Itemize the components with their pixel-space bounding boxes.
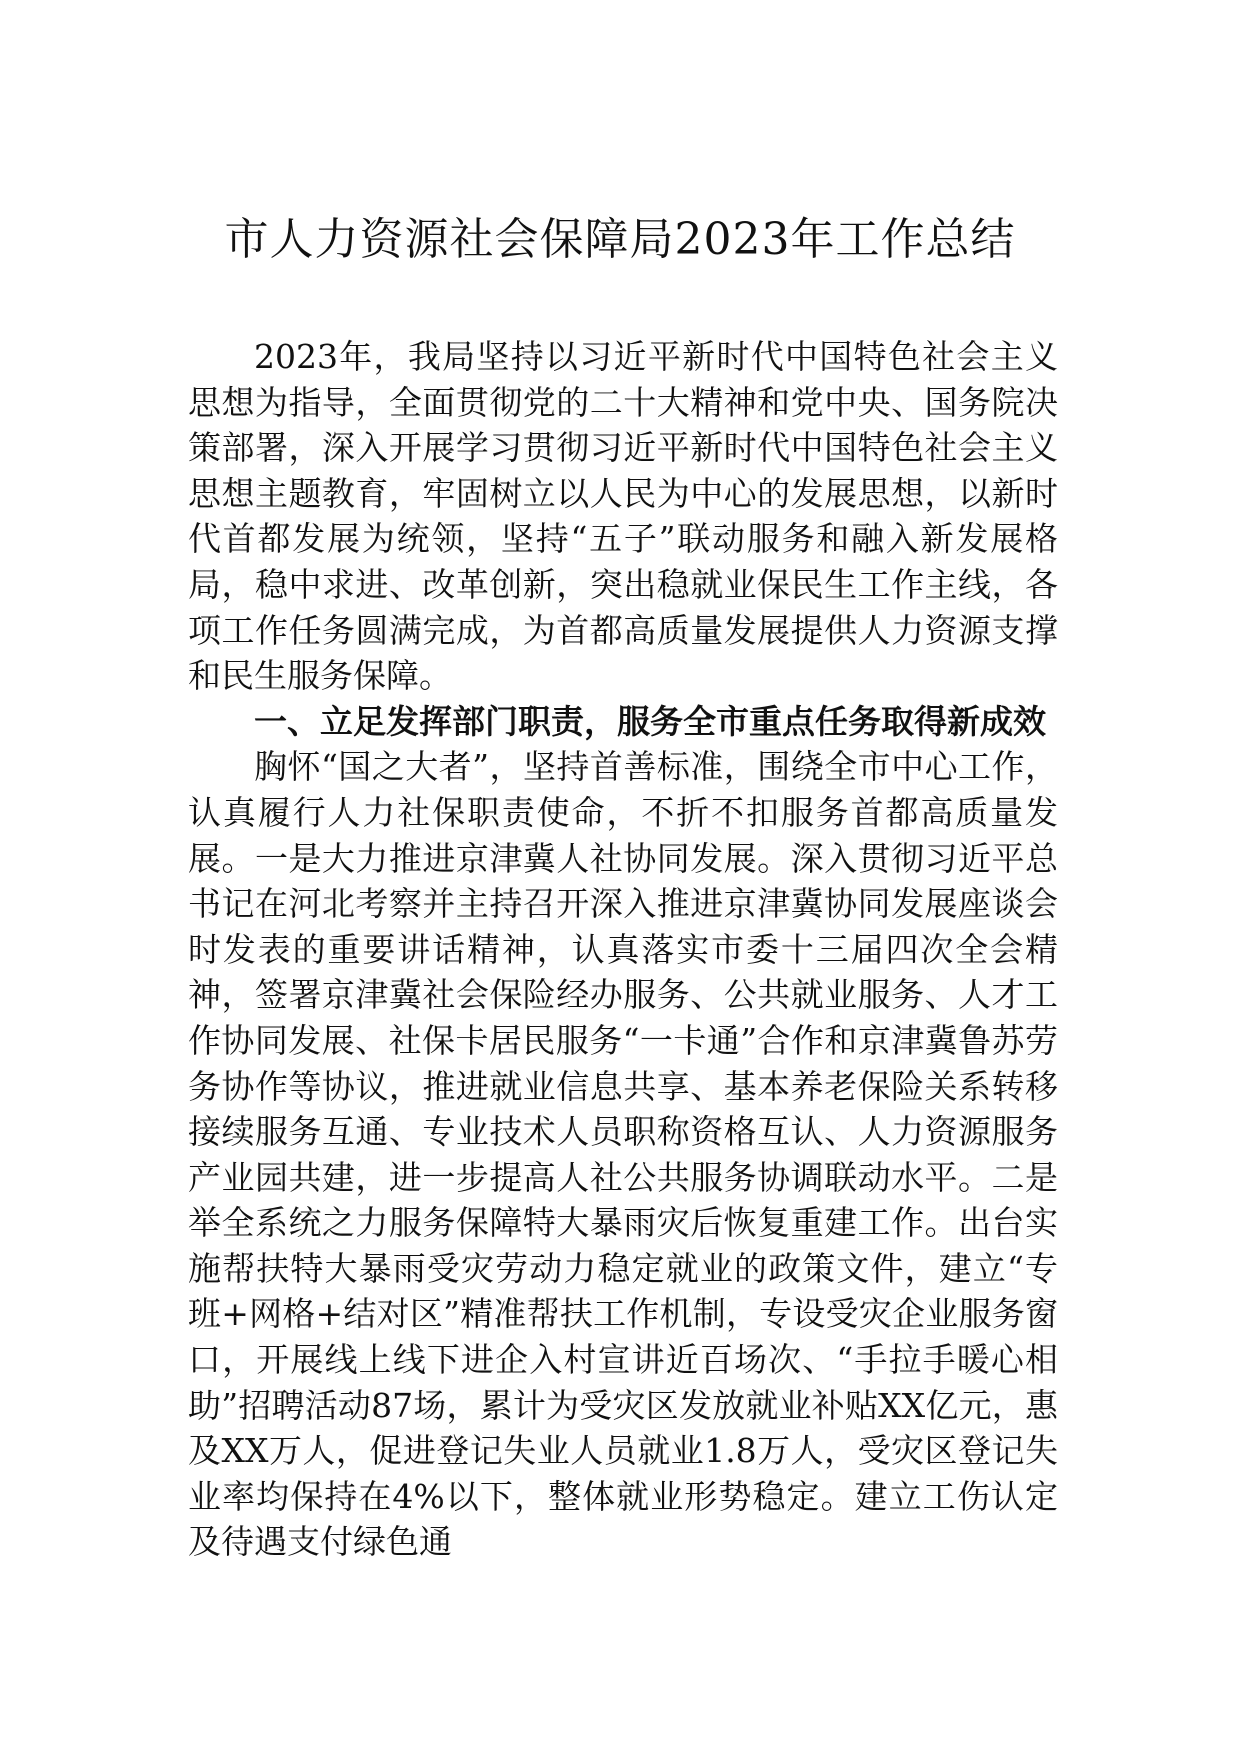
intro-paragraph: 2023年，我局坚持以习近平新时代中国特色社会主义思想为指导，全面贯彻党的二十大精神和党中央、国务院决策部署，深入开展学习贯彻习近平新时代中国特色社会主义思想主题教育，牢固树立以人民为中心的发展思想，以新时代首都发展为统领，坚持“五子”联动服务和融入新发展格局，稳中求进、改革创新，突出稳就业保民生工作主线，各项工作任务圆满完成，为首都高质量发展提供人力资源支撑和民生服务保障。	[188, 337, 1058, 696]
document-title: 市人力资源社会保障局2023年工作总结	[224, 214, 1016, 265]
section-paragraph: 胸怀“国之大者”，坚持首善标准，围绕全市中心工作，认真履行人力社保职责使命，不折不扣服务首都高质量发展。一是大力推进京津冀人社协同发展。深入贯彻习近平总书记在河北考察并主持召开深入推进京津冀协同发展座谈会时发表的重要讲话精神，认真落实市委十三届四次全会精神，签署京津冀社会保险经办服务、公共就业服务、人才工作协同发展、社保卡居民服务“一卡通”合作和京津冀鲁苏劳务协作等协议，推进就业信息共享、基本养老保险关系转移接续服务互通、专业技术人员职称资格互认、人力资源服务产业园共建，进一步提高人社公共服务协调联动水平。二是举全系统之力服务保障特大暴雨灾后恢复重建工作。出台实施帮扶特大暴雨受灾劳动力稳定就业的政策文件，建立“专班+网格+结对区”精准帮扶工作机制，专设受灾企业服务窗口，开展线上线下进企入村宣讲近百场次、“手拉手暖心相助”招聘活动87场，累计为受灾区发放就业补贴XX亿元，惠及XX万人，促进登记失业人员就业1.8万人，受灾区登记失业率均保持在4%以下，整体就业形势稳定。建立工伤认定及待遇支付绿色通	[188, 747, 1058, 1562]
document-body	[188, 334, 1058, 1565]
section-heading: 一、立足发挥部门职责，服务全市重点任务取得新成效	[254, 701, 1046, 741]
